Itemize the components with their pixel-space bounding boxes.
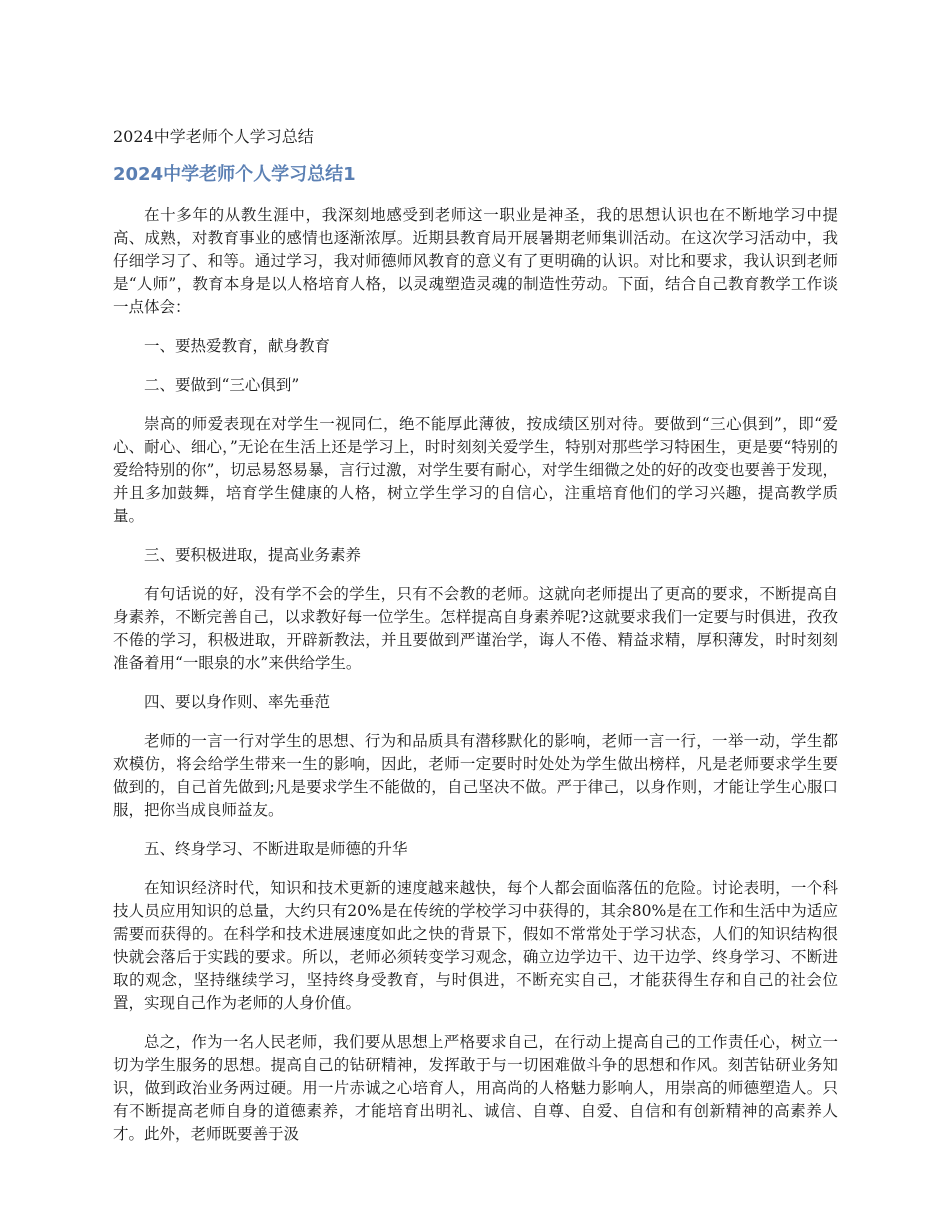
document-title: 2024中学老师个人学习总结: [113, 127, 314, 146]
paragraph-role-model: 老师的一言一行对学生的思想、行为和品质具有潜移默化的影响，老师一言一行，一举一动，学生都欢模仿，将会给学生带来一生的影响，因此，老师一定要时时处处为学生做出榜样，凡是老师要求学生要做到的，自己首先做到;凡是要求学生不能做的，自己坚决不做。严于律己，以身作则，才能让学生心服口服，把你当成良师益友。: [113, 732, 838, 819]
subheading-3: 三、要积极进取，提高业务素养: [144, 546, 362, 564]
paragraph-professional: 有句话说的好，没有学不会的学生，只有不会教的老师。这就向老师提出了更高的要求，不断提高自身素养，不断完善自己，以求教好每一位学生。怎样提高自身素养呢?这就要求我们一定要与时俱进，孜孜不倦的学习，积极进取，开辟新教法，并且要做到严谨治学，诲人不倦、精益求精，厚积薄发，时时刻刻准备着用“一眼泉的水”来供给学生。: [113, 585, 838, 672]
document-page: [113, 122, 838, 1162]
paragraph-three-hearts: 崇高的师爱表现在对学生一视同仁，绝不能厚此薄彼，按成绩区别对待。要做到“三心俱到”，即“爱心、耐心、细心，”无论在生活上还是学习上，时时刻刻关爱学生，特别对那些学习特困生，更是要“特别的爱给特别的你”，切忌易怒易暴，言行过激，对学生要有耐心，对学生细微之处的好的改变也要善于发现，并且多加鼓舞，培育学生健康的人格，树立学生学习的自信心，注重培育他们的学习兴趣，提高教学质量。: [113, 415, 838, 525]
subheading-1: 一、要热爱教育，献身教育: [144, 337, 331, 355]
paragraph-intro: 在十多年的从教生涯中，我深刻地感受到老师这一职业是神圣，我的思想认识也在不断地学习中提高、成熟，对教育事业的感情也逐渐浓厚。近期县教育局开展暑期老师集训活动。在这次学习活动中，我仔细学习了、和等。通过学习，我对师德师风教育的意义有了更明确的认识。对比和要求，我认识到老师是“人师”，教育本身是以人格培育人格，以灵魂塑造灵魂的制造性劳动。下面，结合自己教育教学工作谈一点体会：: [113, 206, 838, 316]
subheading-4: 四、要以身作则、率先垂范: [144, 693, 331, 711]
paragraph-summary: 总之，作为一名人民老师，我们要从思想上严格要求自己，在行动上提高自己的工作责任心，树立一切为学生服务的思想。提高自己的钻研精神，发挥敢于与一切困难做斗争的思想和作风。刻苦钻研业务知识，做到政治业务两过硬。用一片赤诚之心培育人，用高尚的人格魅力影响人，用崇高的师德塑造人。只有不断提高老师自身的道德素养，才能培育出明礼、诚信、自尊、自爱、自信和有创新精神的高素养人才。此外，老师既要善于汲: [113, 1033, 838, 1143]
subheading-5: 五、终身学习、不断进取是师德的升华: [144, 840, 408, 858]
subheading-2: 二、要做到“三心俱到”: [144, 376, 300, 394]
section-heading: 2024中学老师个人学习总结1: [113, 164, 356, 185]
paragraph-lifelong-learning: 在知识经济时代，知识和技术更新的速度越来越快，每个人都会面临落伍的危险。讨论表明，一个科技人员应用知识的总量，大约只有20%是在传统的学校学习中获得的，其余80%是在工作和生活中为适应需要而获得的。在科学和技术进展速度如此之快的背景下，假如不常常处于学习状态，人们的知识结构很快就会落后于实践的要求。所以，老师必须转变学习观念，确立边学边干、边干边学、终身学习、不断进取的观念，坚持继续学习，坚持终身受教育，与时俱进，不断充实自己，才能获得生存和自己的社会位置，实现自己作为老师的人身价值。: [113, 879, 838, 1012]
